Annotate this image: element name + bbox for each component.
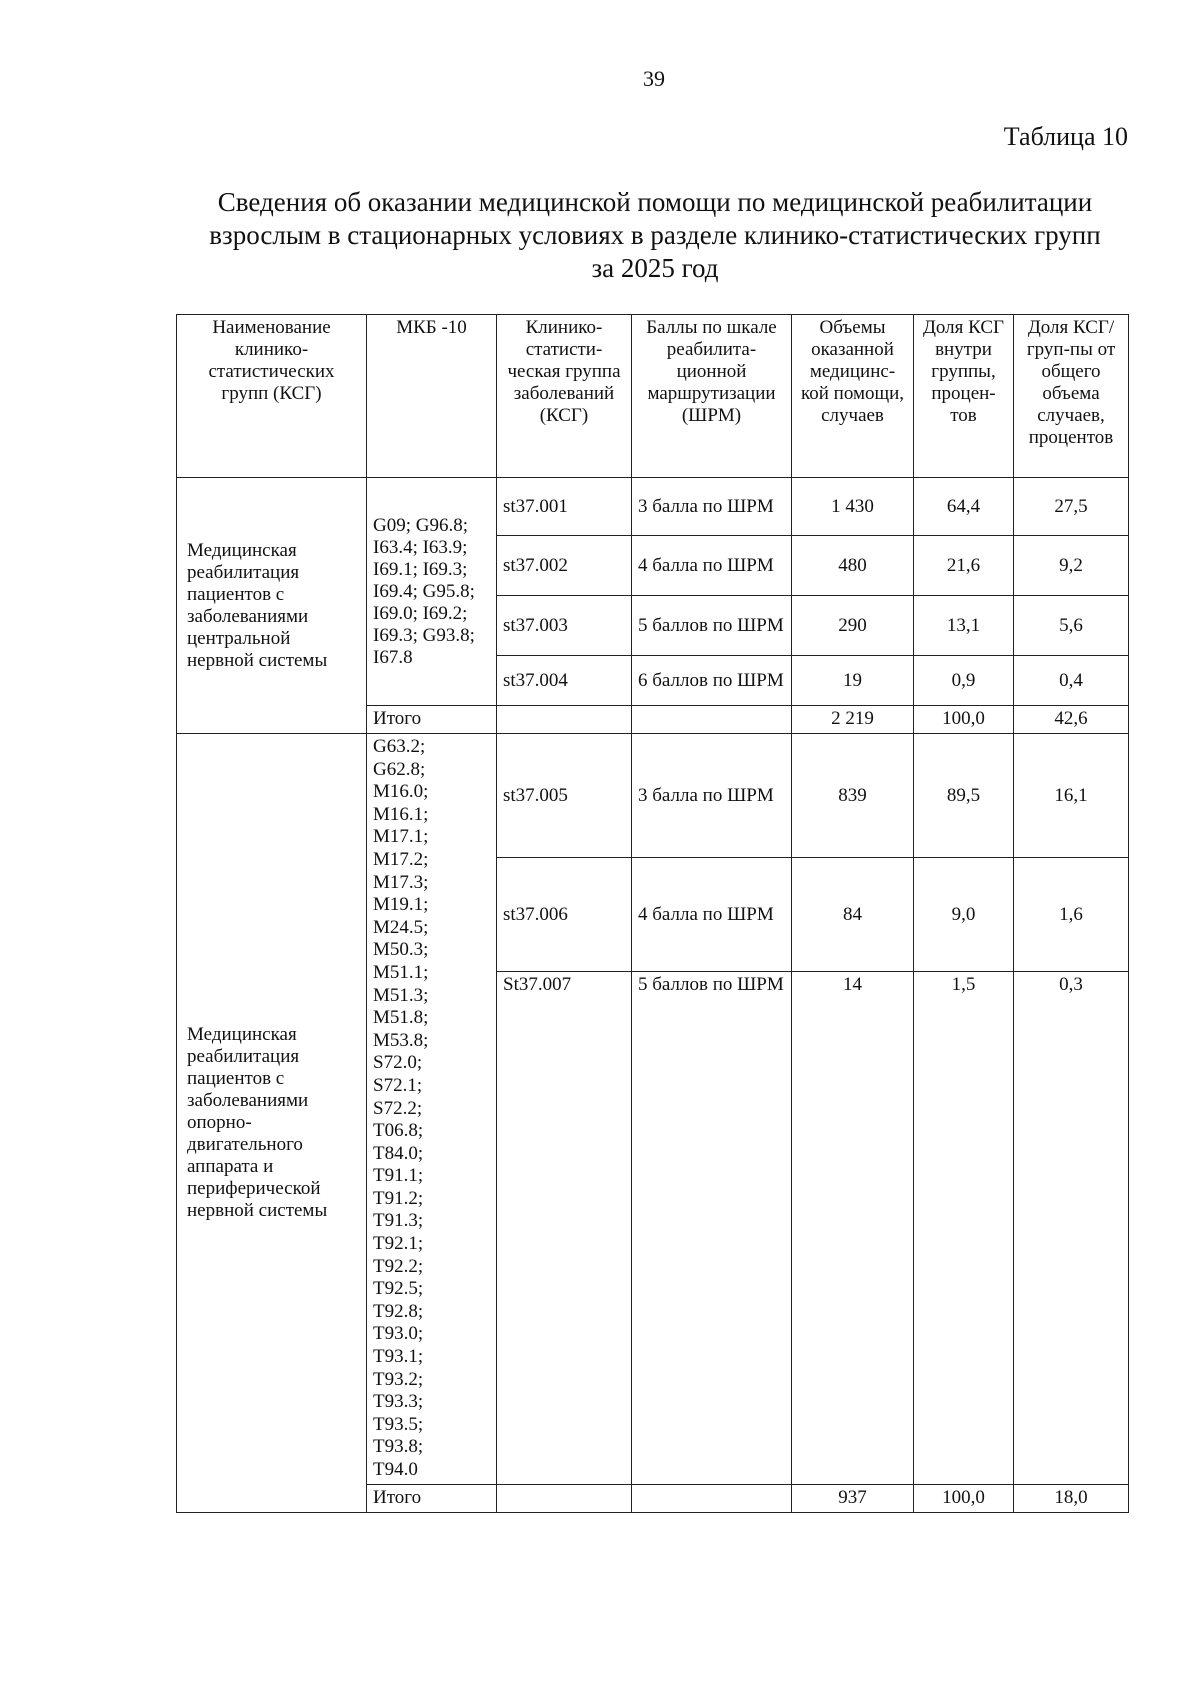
volume-value: 839 xyxy=(792,734,914,858)
total-volume: 937 xyxy=(792,1484,914,1512)
header-ksg-name: Наименование клинико-статистических групп (КСГ) xyxy=(177,315,367,478)
share-in-group-value: 64,4 xyxy=(914,478,1014,536)
empty-cell xyxy=(497,1484,632,1512)
volume-value: 84 xyxy=(792,858,914,972)
empty-cell xyxy=(497,706,632,734)
total-label: Итого xyxy=(367,706,497,734)
share-total-value: 27,5 xyxy=(1014,478,1129,536)
table-label: Таблица 10 xyxy=(1003,122,1128,151)
share-total-value: 16,1 xyxy=(1014,734,1129,858)
ksg-code: St37.007 xyxy=(497,972,632,1485)
header-share-total: Доля КСГ/груп-пы от общего объема случаев, процентов xyxy=(1014,315,1129,478)
share-in-group-value: 1,5 xyxy=(914,972,1014,1485)
page-number: 39 xyxy=(643,66,665,91)
share-in-group-value: 13,1 xyxy=(914,596,1014,656)
total-share-in-group: 100,0 xyxy=(914,1484,1014,1512)
total-share-total: 18,0 xyxy=(1014,1484,1129,1512)
empty-cell xyxy=(632,706,792,734)
title-line-3: за 2025 год xyxy=(591,253,719,283)
header-icd10: МКБ -10 xyxy=(367,315,497,478)
document-title xyxy=(170,186,1140,285)
total-share-total: 42,6 xyxy=(1014,706,1129,734)
icd10-codes: G09; G96.8; I63.4; I63.9; I69.1; I69.3; I69.4; G95.8; I69.0; I69.2; I69.3; G93.8; I67.8 xyxy=(367,478,497,706)
share-in-group-value: 89,5 xyxy=(914,734,1014,858)
rehabilitation-table xyxy=(176,314,1129,1513)
volume-value: 14 xyxy=(792,972,914,1485)
volume-value: 19 xyxy=(792,656,914,706)
header-share-in-group: Доля КСГ внутри группы, процен-тов xyxy=(914,315,1014,478)
title-line-1: Сведения об оказании медицинской помощи по медицинской реабилитации xyxy=(217,187,1093,217)
ksg-code: st37.005 xyxy=(497,734,632,858)
volume-value: 480 xyxy=(792,536,914,596)
share-in-group-value: 0,9 xyxy=(914,656,1014,706)
share-total-value: 5,6 xyxy=(1014,596,1129,656)
ksg-code: st37.003 xyxy=(497,596,632,656)
shrm-score: 3 балла по ШРМ xyxy=(632,734,792,858)
share-total-value: 1,6 xyxy=(1014,858,1129,972)
shrm-score: 3 балла по ШРМ xyxy=(632,478,792,536)
share-total-value: 0,3 xyxy=(1014,972,1129,1485)
volume-value: 290 xyxy=(792,596,914,656)
shrm-score: 5 баллов по ШРМ xyxy=(632,972,792,1485)
empty-cell xyxy=(632,1484,792,1512)
table-row xyxy=(177,478,1129,536)
shrm-score: 6 баллов по ШРМ xyxy=(632,656,792,706)
icd10-codes: G63.2; G62.8; M16.0; M16.1; M17.1; M17.2; M17.3; M19.1; M24.5; M50.3; M51.1; M51.3; M51.8; M53.8; S72.0; S72.1; S72.2; T06.8; T84.0; T91.1; T91.2; T91.3; T92.1; T92.2; T92.5; T92.8; T93.0; T93.1; T93.2; T93.3; T93.5; T93.8; T94.0 xyxy=(367,734,497,1485)
shrm-score: 5 баллов по ШРМ xyxy=(632,596,792,656)
volume-value: 1 430 xyxy=(792,478,914,536)
ksg-code: st37.001 xyxy=(497,478,632,536)
ksg-code: st37.006 xyxy=(497,858,632,972)
share-total-value: 9,2 xyxy=(1014,536,1129,596)
title-line-2: взрослым в стационарных условиях в разделе клинико-статистических групп xyxy=(209,220,1101,250)
shrm-score: 4 балла по ШРМ xyxy=(632,858,792,972)
header-ksg: Клинико-статисти-ческая группа заболеваний (КСГ) xyxy=(497,315,632,478)
share-in-group-value: 9,0 xyxy=(914,858,1014,972)
ksg-code: st37.002 xyxy=(497,536,632,596)
group-name: Медицинская реабилитация пациентов с заболеваниями опорно-двигательного аппарата и периферической нервной системы xyxy=(177,734,367,1513)
table-row xyxy=(177,734,1129,858)
group-name: Медицинская реабилитация пациентов с заболеваниями центральной нервной системы xyxy=(177,478,367,734)
header-volume: Объемы оказанной медицинс-кой помощи, случаев xyxy=(792,315,914,478)
share-total-value: 0,4 xyxy=(1014,656,1129,706)
total-share-in-group: 100,0 xyxy=(914,706,1014,734)
shrm-score: 4 балла по ШРМ xyxy=(632,536,792,596)
total-volume: 2 219 xyxy=(792,706,914,734)
header-shrm: Баллы по шкале реабилита-ционной маршрутизации (ШРМ) xyxy=(632,315,792,478)
header-row xyxy=(177,315,1129,478)
total-label: Итого xyxy=(367,1484,497,1512)
ksg-code: st37.004 xyxy=(497,656,632,706)
share-in-group-value: 21,6 xyxy=(914,536,1014,596)
